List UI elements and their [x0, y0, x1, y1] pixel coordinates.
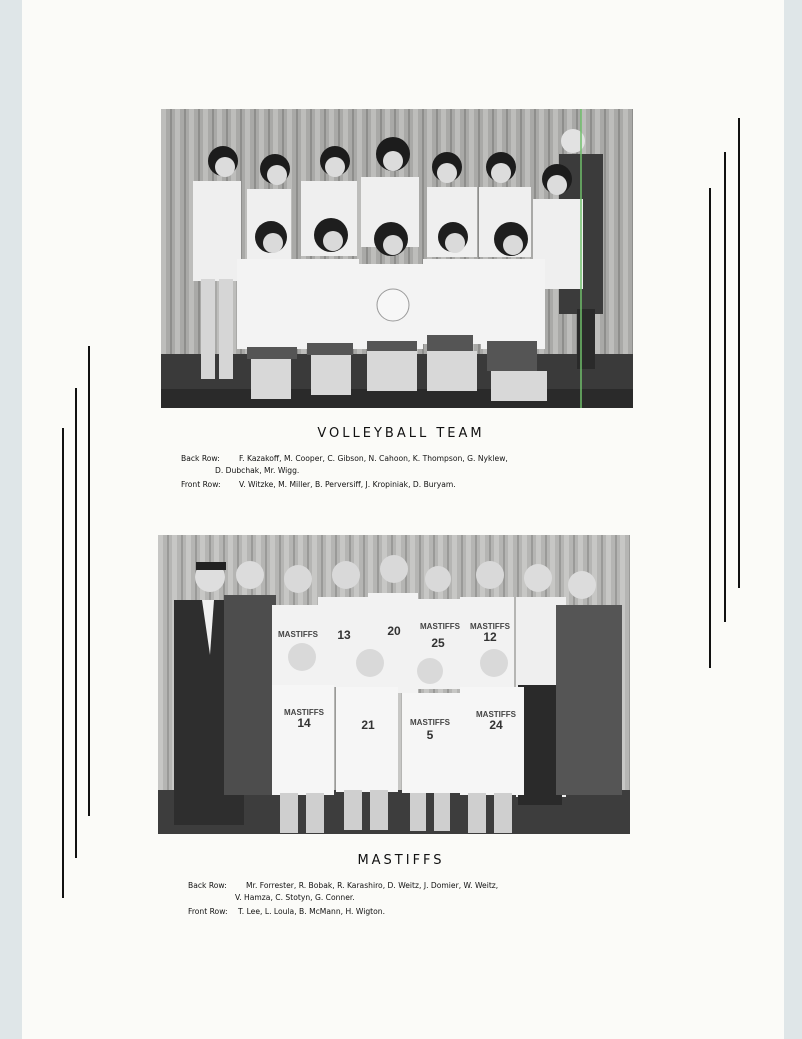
mastiffs-title: MASTIFFS [357, 853, 445, 868]
decorative-line-left-1 [62, 428, 64, 898]
decorative-line-right-3 [738, 118, 740, 588]
back-row-label: Back Row: [188, 881, 227, 890]
volleyball-team-photo [161, 109, 633, 408]
volleyball-front-row [181, 479, 456, 491]
jersey-lettering: MASTIFFS [476, 710, 516, 719]
front-row-label: Front Row: [188, 907, 228, 916]
front-row-label: Front Row: [181, 480, 221, 489]
jersey-lettering: MASTIFFS [284, 708, 324, 717]
decorative-line-left-2 [75, 388, 77, 858]
mastiffs-back-row-names: Mr. Forrester, R. Bobak, R. Karashiro, D. Weitz, J. Domier, W. Weitz, [246, 881, 499, 890]
volleyball-back-row-cont: D. Dubchak, Mr. Wigg. [215, 466, 300, 475]
jersey-lettering: MASTIFFS [420, 622, 460, 631]
jersey-number: 25 [431, 636, 445, 650]
volleyball-back-row [181, 453, 508, 465]
jersey-lettering: MASTIFFS [278, 630, 318, 639]
volleyball-title: VOLLEYBALL TEAM [317, 426, 485, 441]
mastiffs-team-photo [158, 535, 630, 834]
mastiffs-back-row [188, 880, 498, 892]
jersey-number: 20 [387, 624, 401, 638]
mastiffs-front-row [188, 906, 385, 918]
back-row-label: Back Row: [181, 454, 220, 463]
jersey-lettering: MASTIFFS [410, 718, 450, 727]
jersey-lettering: MASTIFFS [470, 622, 510, 631]
mastiffs-front-row-names: T. Lee, L. Loula, B. McMann, H. Wigton. [238, 907, 385, 916]
jersey-number: 5 [426, 728, 434, 742]
mastiffs-back-row-cont: V. Hamza, C. Stotyn, G. Conner. [235, 893, 355, 902]
jersey-number: 13 [337, 628, 351, 642]
volleyball-back-row-names: F. Kazakoff, M. Cooper, C. Gibson, N. Cahoon, K. Thompson, G. Nyklew, [239, 454, 508, 463]
decorative-line-right-2 [724, 152, 726, 622]
volleyball-front-row-names: V. Witzke, M. Miller, B. Perversiff, J. Kropiniak, D. Buryam. [239, 480, 456, 489]
jersey-number: 12 [483, 630, 497, 644]
jersey-number: 14 [297, 716, 311, 730]
decorative-line-left-3 [88, 346, 90, 816]
jersey-number: 24 [489, 718, 503, 732]
jersey-number: 21 [361, 718, 375, 732]
